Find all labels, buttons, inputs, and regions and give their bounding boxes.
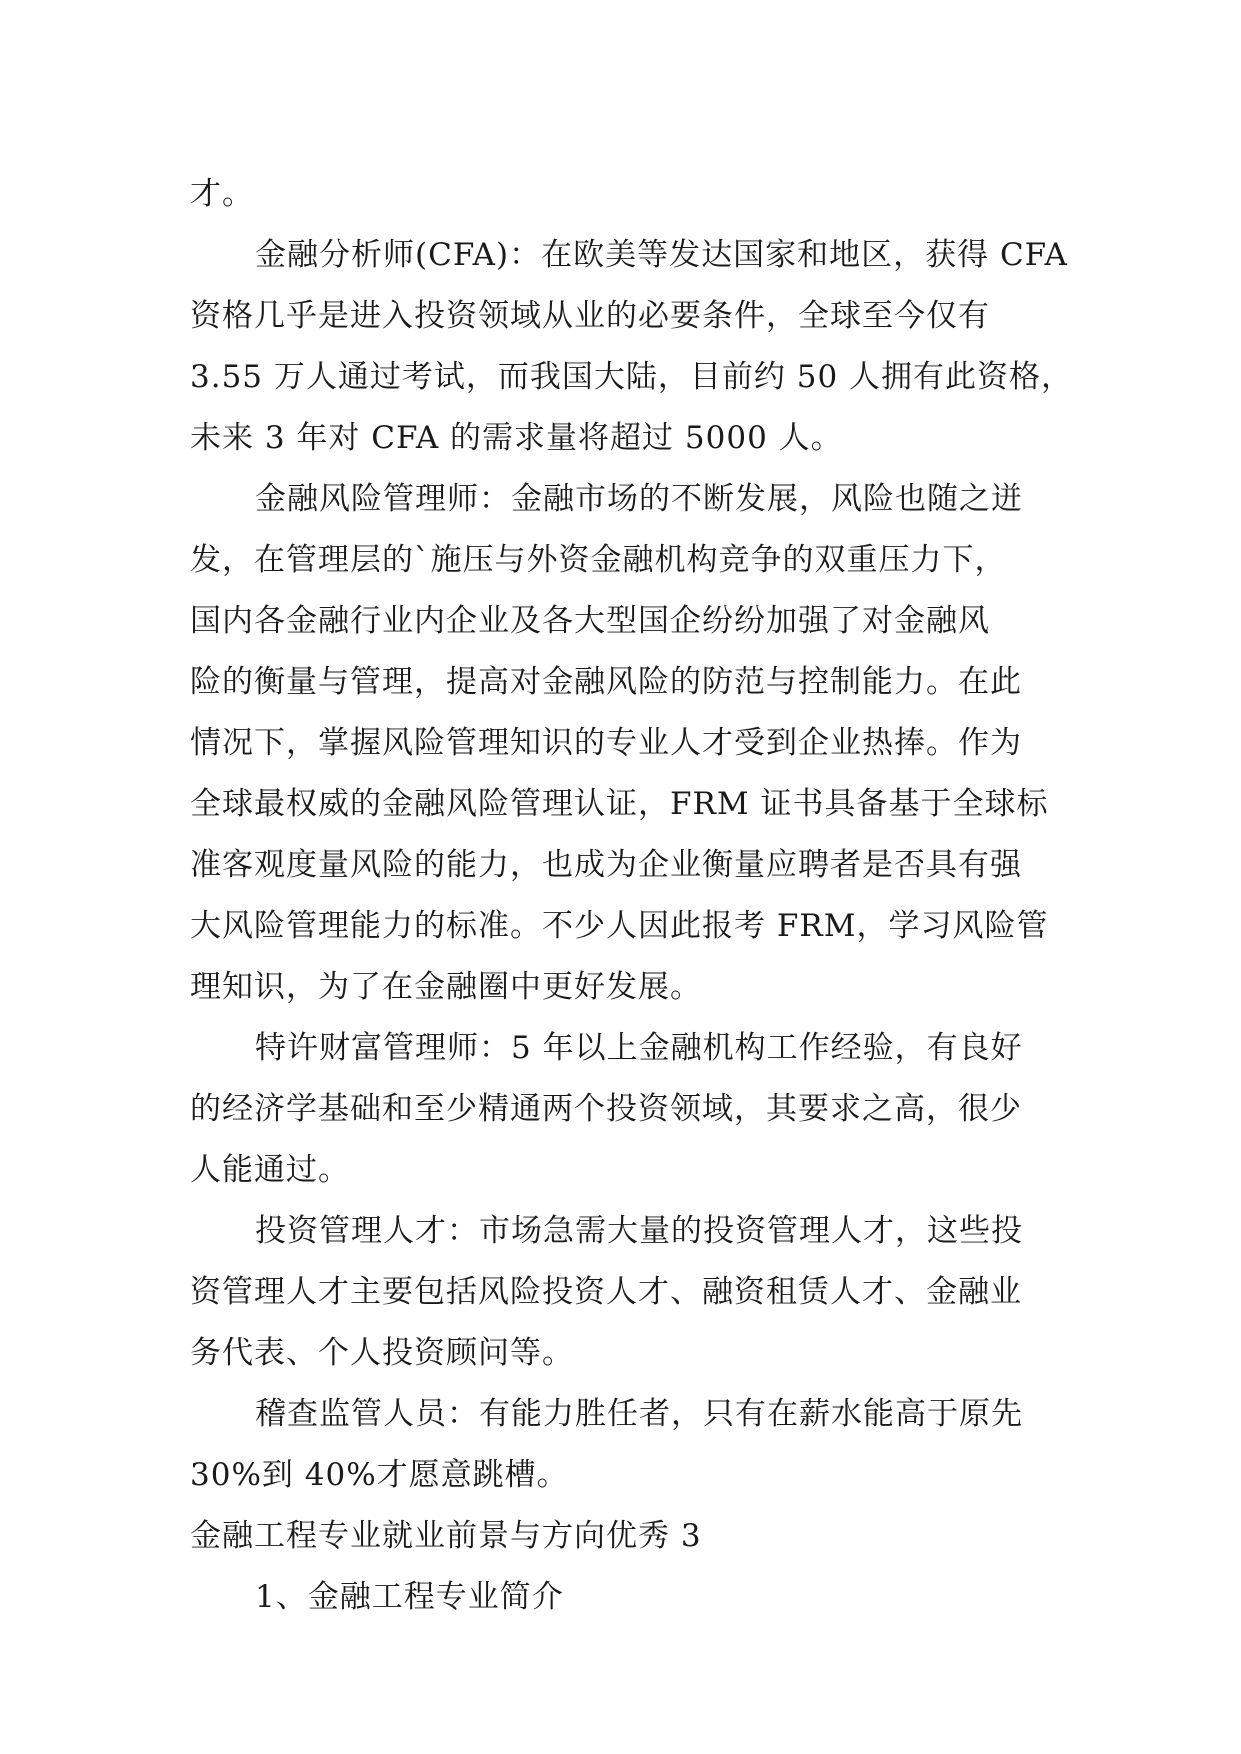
text-line: 务代表、个人投资顾问等。 [190, 1335, 574, 1371]
text-line: 国内各金融行业内企业及各大型国企纷纷加强了对金融风 [190, 603, 990, 639]
paragraph-frm-start: 金融风险管理师：金融市场的不断发展，风险也随之迸 [255, 481, 1023, 517]
paragraph-investment-start: 投资管理人才：市场急需大量的投资管理人才，这些投 [255, 1213, 1023, 1249]
text-line: 才。 [190, 176, 254, 212]
text-line: 情况下，掌握风险管理知识的专业人才受到企业热捧。作为 [190, 725, 1022, 761]
text-line: 发，在管理层的`施压与外资金融机构竞争的双重压力下， [190, 542, 1007, 578]
text-line: 全球最权威的金融风险管理认证，FRM 证书具备基于全球标 [190, 786, 1049, 822]
text-line: 大风险管理能力的标准。不少人因此报考 FRM，学习风险管 [190, 908, 1049, 944]
paragraph-wealth-start: 特许财富管理师：5 年以上金融机构工作经验，有良好 [255, 1030, 1023, 1066]
document-body [190, 164, 1074, 1628]
text-line: 未来 3 年对 CFA 的需求量将超过 5000 人。 [190, 420, 843, 456]
text-line: 的经济学基础和至少精通两个投资领域，其要求之高，很少 [190, 1091, 1022, 1127]
text-line: 险的衡量与管理，提高对金融风险的防范与控制能力。在此 [190, 664, 1022, 700]
subsection-heading: 1、金融工程专业简介 [255, 1579, 564, 1615]
text-line: 资管理人才主要包括风险投资人才、融资租赁人才、金融业 [190, 1274, 1022, 1310]
text-line: 人能通过。 [190, 1152, 350, 1188]
text-line: 准客观度量风险的能力，也成为企业衡量应聘者是否具有强 [190, 847, 1022, 883]
text-line: 理知识，为了在金融圈中更好发展。 [190, 969, 702, 1005]
section-heading: 金融工程专业就业前景与方向优秀 3 [190, 1518, 702, 1554]
paragraph-cfa-start: 金融分析师(CFA)：在欧美等发达国家和地区，获得 CFA [255, 237, 1068, 273]
text-line: 3.55 万人通过考试，而我国大陆，目前约 50 人拥有此资格， [190, 359, 1074, 395]
text-line: 30%到 40%才愿意跳槽。 [190, 1457, 569, 1493]
paragraph-audit-start: 稽查监管人员：有能力胜任者，只有在薪水能高于原先 [255, 1396, 1023, 1432]
text-line: 资格几乎是进入投资领域从业的必要条件，全球至今仅有 [190, 298, 990, 334]
